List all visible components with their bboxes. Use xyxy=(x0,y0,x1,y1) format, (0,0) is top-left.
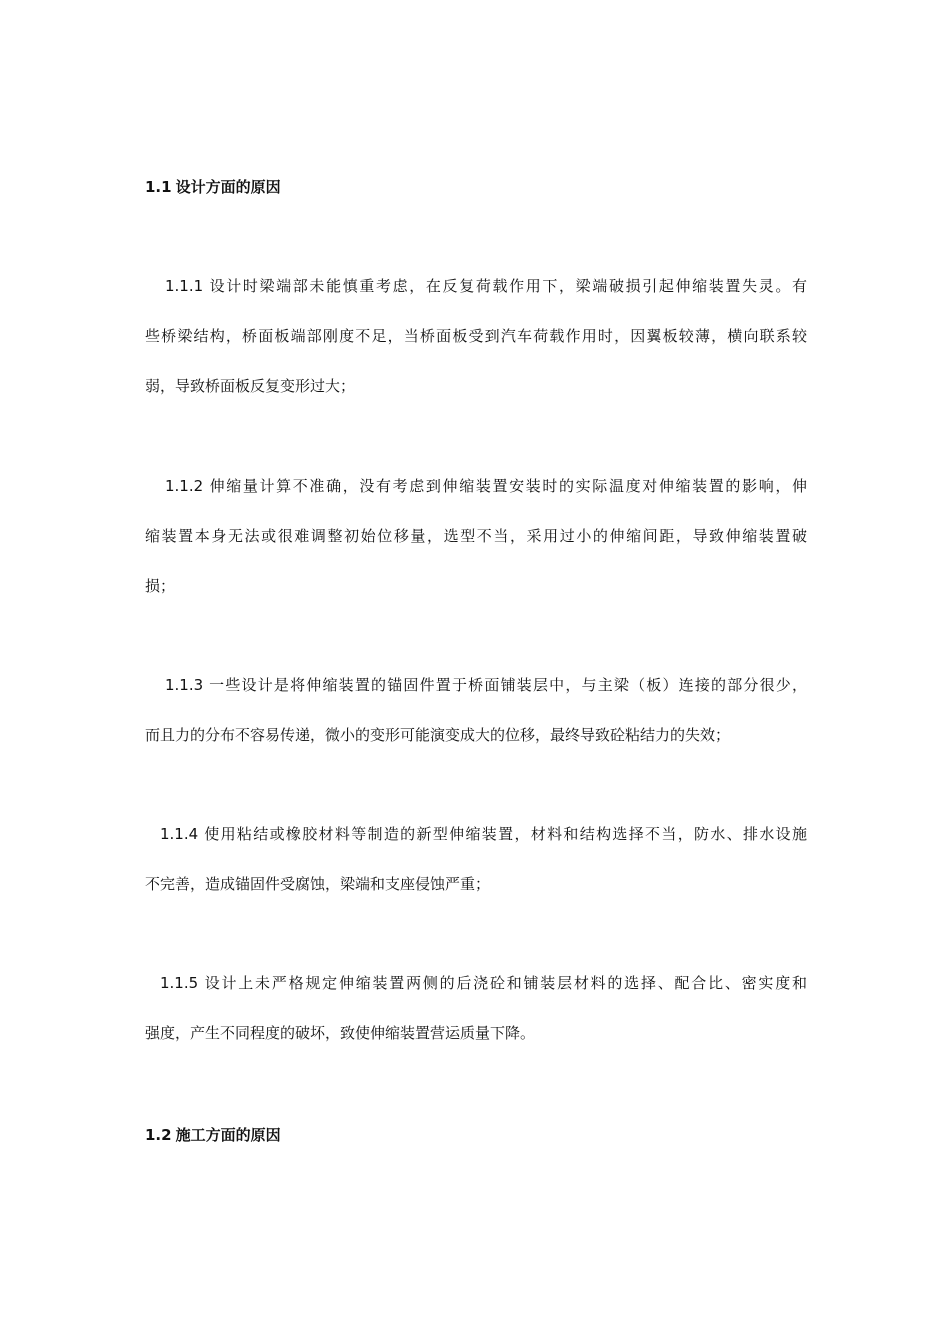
paragraph-number: 1.1.4 xyxy=(160,825,199,843)
paragraph-number: 1.1.3 xyxy=(165,676,204,694)
paragraph-1-1-1 xyxy=(145,261,807,411)
paragraph-line: 1.1.3 一些设计是将伸缩装置的锚固件置于桥面铺装层中，与主梁（板）连接的部分很少， xyxy=(165,676,807,694)
paragraph-line: 1.1.1 设计时梁端部未能慎重考虑，在反复荷载作用下，梁端破损引起伸缩装置失灵。有 xyxy=(165,277,807,295)
paragraph-1-1-4 xyxy=(145,809,807,909)
paragraph-1-1-3 xyxy=(145,660,807,760)
section-heading-1-2 xyxy=(145,1124,281,1145)
paragraph-number: 1.1.2 xyxy=(165,477,204,495)
paragraph-number: 1.1.5 xyxy=(160,974,199,992)
paragraph-line: 1.1.5 设计上未严格规定伸缩装置两侧的后浇砼和铺装层材料的选择、配合比、密实度和 xyxy=(160,974,807,992)
section-number: 1.2 xyxy=(145,1126,172,1144)
paragraph-line: 缩装置本身无法或很难调整初始位移量，选型不当，采用过小的伸缩间距，导致伸缩装置破 xyxy=(145,527,807,545)
paragraph-line: 不完善，造成锚固件受腐蚀，梁端和支座侵蚀严重； xyxy=(145,875,491,893)
paragraph-1-1-5 xyxy=(145,958,807,1058)
section-title: 施工方面的原因 xyxy=(175,1126,281,1144)
section-number: 1.1 xyxy=(145,178,172,196)
paragraph-line: 1.1.2 伸缩量计算不准确，没有考虑到伸缩装置安装时的实际温度对伸缩装置的影响，伸 xyxy=(165,477,807,495)
paragraph-line: 强度，产生不同程度的破坏，致使伸缩装置营运质量下降。 xyxy=(145,1024,536,1042)
section-title: 设计方面的原因 xyxy=(175,178,281,196)
paragraph-line: 损； xyxy=(145,577,176,595)
paragraph-line: 弱，导致桥面板反复变形过大； xyxy=(145,377,356,395)
section-heading-1-1 xyxy=(145,176,281,197)
paragraph-line: 些桥梁结构，桥面板端部刚度不足，当桥面板受到汽车荷载作用时，因翼板较薄，横向联系较 xyxy=(145,327,807,345)
paragraph-line: 1.1.4 使用粘结或橡胶材料等制造的新型伸缩装置，材料和结构选择不当，防水、排水设施 xyxy=(160,825,807,843)
paragraph-line: 而且力的分布不容易传递，微小的变形可能演变成大的位移，最终导致砼粘结力的失效； xyxy=(145,726,731,744)
paragraph-1-1-2 xyxy=(145,461,807,611)
paragraph-number: 1.1.1 xyxy=(165,277,204,295)
